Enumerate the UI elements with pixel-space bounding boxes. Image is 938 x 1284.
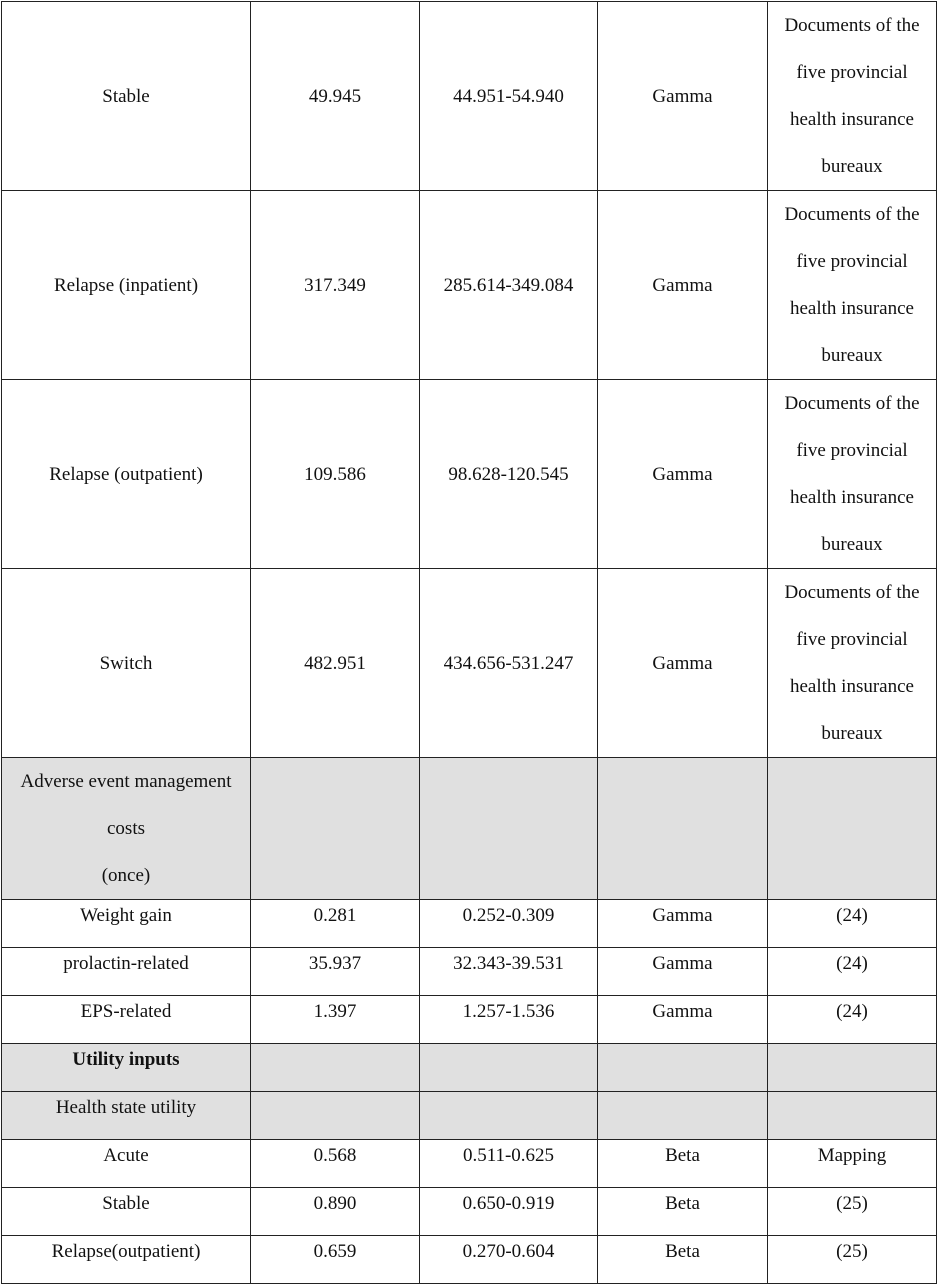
- table-row: [2, 1236, 937, 1284]
- empty-cell: [598, 1044, 768, 1092]
- table-row: [2, 1140, 937, 1188]
- empty-cell: [598, 758, 768, 900]
- empty-cell: [251, 758, 420, 900]
- row-distribution: Gamma: [598, 191, 768, 380]
- empty-cell: [420, 1092, 598, 1140]
- row-range: 32.343-39.531: [420, 948, 598, 996]
- row-source: [768, 380, 937, 569]
- table-row: [2, 996, 937, 1044]
- row-distribution: Beta: [598, 1236, 768, 1284]
- row-label: Relapse (outpatient): [2, 380, 251, 569]
- section-header-line: costs: [107, 818, 145, 839]
- row-label: Relapse (inpatient): [2, 191, 251, 380]
- row-distribution: Gamma: [598, 380, 768, 569]
- row-range: 0.270-0.604: [420, 1236, 598, 1284]
- row-label: EPS-related: [2, 996, 251, 1044]
- row-range: 0.650-0.919: [420, 1188, 598, 1236]
- row-label: Weight gain: [2, 900, 251, 948]
- table-row: [2, 380, 937, 569]
- row-range: 434.656-531.247: [420, 569, 598, 758]
- row-range: 0.511-0.625: [420, 1140, 598, 1188]
- row-value: 49.945: [251, 2, 420, 191]
- source-line: Documents of the: [784, 393, 920, 414]
- section-header-row: [2, 1092, 937, 1140]
- section-header-utility: Utility inputs: [2, 1044, 251, 1092]
- row-value: 109.586: [251, 380, 420, 569]
- source-line: bureaux: [821, 345, 883, 366]
- row-label: Switch: [2, 569, 251, 758]
- row-range: 0.252-0.309: [420, 900, 598, 948]
- section-header-line: (once): [101, 865, 151, 886]
- source-line: Documents of the: [784, 15, 920, 36]
- row-source: (24): [768, 996, 937, 1044]
- section-header-row: [2, 1044, 937, 1092]
- source-line: health insurance: [790, 109, 914, 130]
- row-range: 44.951-54.940: [420, 2, 598, 191]
- empty-cell: [420, 1044, 598, 1092]
- row-value: 0.568: [251, 1140, 420, 1188]
- row-source: [768, 569, 937, 758]
- row-value: 1.397: [251, 996, 420, 1044]
- row-range: 285.614-349.084: [420, 191, 598, 380]
- table-row: [2, 900, 937, 948]
- row-range: 1.257-1.536: [420, 996, 598, 1044]
- row-source: (24): [768, 948, 937, 996]
- source-line: five provincial: [796, 440, 908, 461]
- source-line: five provincial: [796, 629, 908, 650]
- empty-cell: [768, 1092, 937, 1140]
- row-source: (25): [768, 1236, 937, 1284]
- empty-cell: [420, 758, 598, 900]
- table-row: [2, 2, 937, 191]
- table-row: [2, 1188, 937, 1236]
- row-value: 35.937: [251, 948, 420, 996]
- row-range: 98.628-120.545: [420, 380, 598, 569]
- source-line: bureaux: [821, 534, 883, 555]
- row-label: Stable: [2, 2, 251, 191]
- table-row: [2, 569, 937, 758]
- empty-cell: [251, 1044, 420, 1092]
- row-distribution: Gamma: [598, 996, 768, 1044]
- row-distribution: Beta: [598, 1188, 768, 1236]
- row-source: (24): [768, 900, 937, 948]
- row-value: 0.890: [251, 1188, 420, 1236]
- row-source: [768, 2, 937, 191]
- source-line: health insurance: [790, 487, 914, 508]
- row-distribution: Gamma: [598, 2, 768, 191]
- source-line: Documents of the: [784, 582, 920, 603]
- table-row: [2, 948, 937, 996]
- source-line: bureaux: [821, 156, 883, 177]
- row-source: (25): [768, 1188, 937, 1236]
- empty-cell: [768, 758, 937, 900]
- empty-cell: [251, 1092, 420, 1140]
- row-distribution: Beta: [598, 1140, 768, 1188]
- section-header-health-state: Health state utility: [2, 1092, 251, 1140]
- section-header-line: Adverse event management: [20, 771, 232, 792]
- source-line: five provincial: [796, 251, 908, 272]
- row-value: 0.281: [251, 900, 420, 948]
- row-label: Acute: [2, 1140, 251, 1188]
- row-source: Mapping: [768, 1140, 937, 1188]
- row-distribution: Gamma: [598, 900, 768, 948]
- row-distribution: Gamma: [598, 569, 768, 758]
- source-line: bureaux: [821, 723, 883, 744]
- section-header-row: [2, 758, 937, 900]
- empty-cell: [598, 1092, 768, 1140]
- source-line: five provincial: [796, 62, 908, 83]
- row-distribution: Gamma: [598, 948, 768, 996]
- row-source: [768, 191, 937, 380]
- row-label: prolactin-related: [2, 948, 251, 996]
- source-line: health insurance: [790, 676, 914, 697]
- section-header-adverse: [2, 758, 251, 900]
- source-line: Documents of the: [784, 204, 920, 225]
- parameter-table: [1, 1, 937, 1284]
- source-line: health insurance: [790, 298, 914, 319]
- row-value: 482.951: [251, 569, 420, 758]
- row-value: 317.349: [251, 191, 420, 380]
- row-label: Stable: [2, 1188, 251, 1236]
- table-row: [2, 191, 937, 380]
- row-value: 0.659: [251, 1236, 420, 1284]
- empty-cell: [768, 1044, 937, 1092]
- row-label: Relapse(outpatient): [2, 1236, 251, 1284]
